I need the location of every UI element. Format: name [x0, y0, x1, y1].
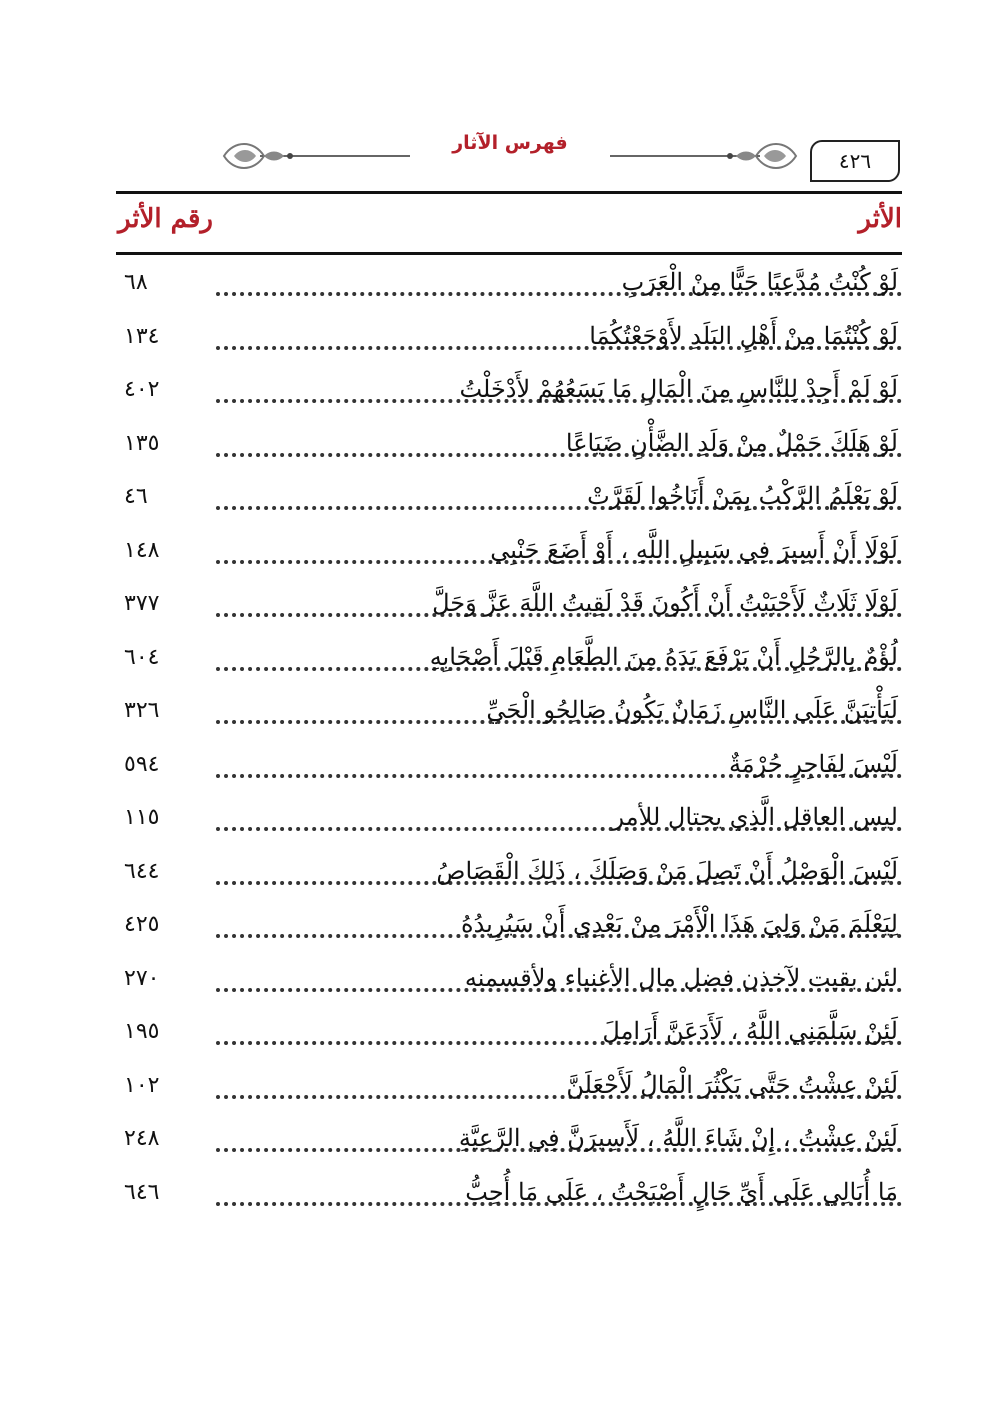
- athar-number: ٦٨: [124, 270, 148, 295]
- right-ornament-icon: [610, 136, 800, 176]
- index-row: [116, 1065, 902, 1119]
- left-ornament-icon: [220, 136, 410, 176]
- page-number: ٤٢٦: [810, 140, 900, 182]
- athar-number: ١٣٤: [124, 323, 160, 349]
- athar-number: ١٣٥: [124, 430, 160, 456]
- athar-text: لَيْسَ لِفَاجِرٍ حُرْمَةٌ: [728, 749, 898, 778]
- athar-text: لَوْ لَمْ أَجِدْ لِلنَّاسِ مِنَ الْمَالِ مَا يَسَعُهُمْ لأَدْخَلْتُ: [459, 375, 898, 403]
- index-row: [116, 1118, 902, 1172]
- index-row: [116, 904, 902, 958]
- athar-text: لَوْ كُنْتُمَا مِنْ أَهْلِ البَلَدِ لأَوْجَعْتُكُمَا: [589, 321, 898, 350]
- index-row: [116, 369, 902, 423]
- athar-text: لَوْ يَعْلَمُ الرَّكْبُ بِمَنْ أَنَاخُوا لَقَرَّتْ: [587, 482, 898, 510]
- index-row: [116, 958, 902, 1012]
- index-row: [116, 690, 902, 744]
- athar-text: مَا أُبَالِي عَلَى أَيِّ حَالٍ أَصْبَحْتُ ، عَلَى مَا أُحِبُّ: [465, 1177, 898, 1206]
- index-row: [116, 423, 902, 477]
- index-row: [116, 637, 902, 691]
- athar-text: لَئِنْ سَلَّمَنِي اللَّهُ ، لَأَدَعَنَّ أَرَامِلَ: [602, 1017, 898, 1045]
- athar-text: لَيَأْتِيَنَّ عَلَى النَّاسِ زَمَانٌ يَكُونُ صَالِحُو الْحَيِّ: [486, 696, 898, 724]
- index-list: [116, 262, 902, 1225]
- athar-number: ٦٠٤: [124, 644, 160, 670]
- athar-number: ٦٤٦: [124, 1179, 160, 1205]
- athar-text: لَوْلَا ثَلَاثٌ لَأَحْبَبْتُ أَنْ أَكُونَ قَدْ لَقِيتُ اللَّهَ عَزَّ وَجَلَّ: [432, 589, 898, 617]
- header-rule: [116, 191, 902, 194]
- index-row: [116, 530, 902, 584]
- athar-text: لَوْ هَلَكَ حَمْلٌ مِنْ وَلَدِ الضَّأْنِ ضَيَاعًا: [565, 428, 898, 457]
- athar-text: ليس العاقل الَّذِي يحتال للأمر: [612, 803, 898, 831]
- athar-number: ٦٤٤: [124, 858, 160, 884]
- athar-number: ٣٧٧: [124, 591, 160, 616]
- column-header-rule: [116, 252, 902, 255]
- athar-text: لَوْ كُنْتُ مُدَّعِيًا حَيًّا مِنْ الْعَرَبِ: [621, 268, 898, 296]
- athar-number: ٤٦: [124, 484, 148, 509]
- athar-number: ٥٩٤: [124, 751, 160, 777]
- athar-number: ٤٢٥: [124, 912, 160, 937]
- athar-number: ١٠٢: [124, 1072, 160, 1098]
- index-row: [116, 476, 902, 530]
- athar-number: ٤٠٢: [124, 377, 160, 402]
- column-header-number: رقم الأثر: [118, 204, 213, 234]
- index-row: [116, 316, 902, 370]
- index-row: [116, 851, 902, 905]
- header-title: فهرس الآثار: [452, 132, 568, 154]
- index-row: [116, 1172, 902, 1226]
- athar-number: ٢٧٠: [124, 965, 160, 991]
- column-header-athar: الأثر: [858, 204, 902, 234]
- athar-number: ١٤٨: [124, 537, 160, 563]
- index-row: [116, 583, 902, 637]
- running-header: [110, 128, 900, 184]
- index-row: [116, 797, 902, 851]
- athar-number: ٣٢٦: [124, 698, 160, 723]
- athar-number: ١١٥: [124, 805, 160, 830]
- index-row: [116, 262, 902, 316]
- athar-text: لَئِنْ عِشْتُ حَتَّى يَكْثُرَ الْمَالُ لَأَجْعَلَنَّ: [566, 1070, 898, 1099]
- athar-text: لِيَعْلَمَ مَنْ وَلِيَ هَذَا الْأَمْرَ مِنْ بَعْدِي أَنْ سَيُرِيدُهُ: [461, 910, 898, 938]
- athar-text: لُؤْمٌ بِالرَّجُلِ أَنْ يَرْفَعَ يَدَهُ مِنَ الطَّعَامِ قَبْلَ أَصْحَابِهِ: [429, 642, 898, 671]
- index-row: [116, 744, 902, 798]
- athar-text: لَوْلَا أَنْ أَسِيرَ فِي سَبِيلِ اللَّهِ ، أَوْ أَضَعَ جَنْبِي: [490, 535, 898, 564]
- athar-text: لئن بقيت لآخذن فضل مال الأغنياء ولأقسمنه: [464, 963, 898, 992]
- index-row: [116, 1011, 902, 1065]
- athar-number: ١٩٥: [124, 1019, 160, 1044]
- athar-number: ٢٤٨: [124, 1126, 160, 1151]
- athar-text: لَيْسَ الْوَصْلُ أَنْ تَصِلَ مَنْ وَصَلَكَ ، ذَلِكَ الْقَصَاصُ: [436, 856, 898, 885]
- athar-text: لَئِنْ عِشْتُ ، إِنْ شَاءَ اللَّهُ ، لَأَسِيرَنَّ فِي الرَّعِيَّةِ: [458, 1124, 898, 1152]
